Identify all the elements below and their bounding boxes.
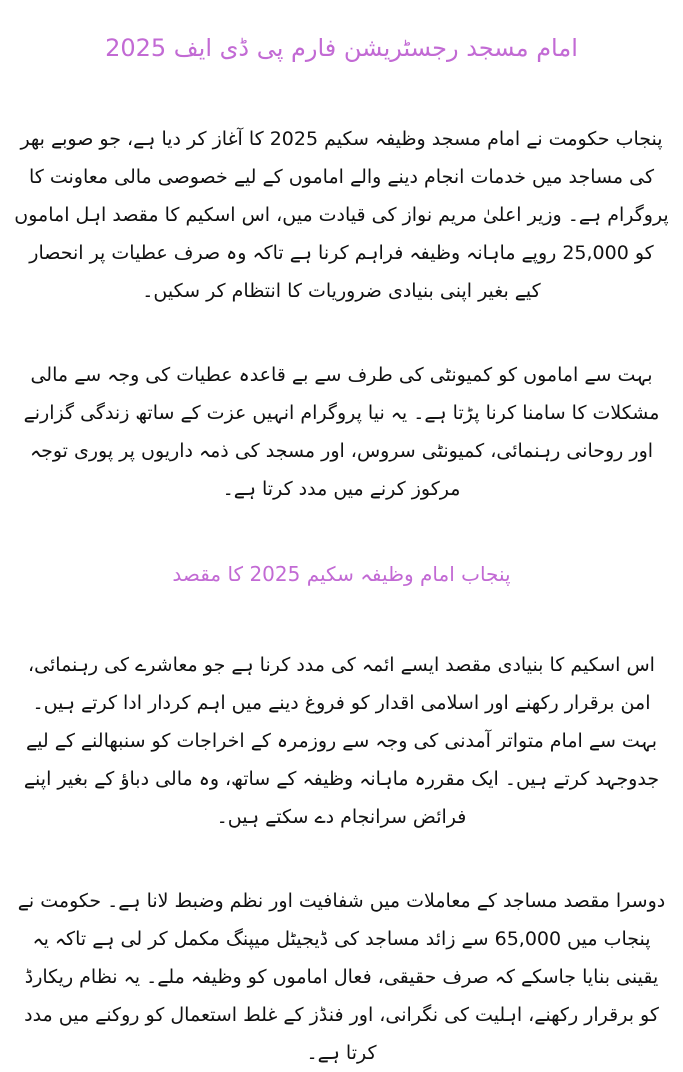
section-paragraph-1: اس اسکیم کا بنیادی مقصد ایسے ائمہ کی مدد کرنا ہے جو معاشرے کی رہنمائی، امن برقرار رکھنے اور اسلامی اقدار کو فروغ دینے میں اہم کردار ادا کرتے ہیں۔ بہت سے امام متواتر آمدنی کی وجہ سے روزمرہ کے اخراجات کو سنبھالنے کے لیے جدوجہد کرتے ہیں۔ ایک مقررہ ماہانہ وظیفہ کے ساتھ، وہ مالی دباؤ کے بغیر اپنے فرائض سرانجام دے سکتے ہیں۔	[23, 654, 660, 828]
intro-paragraph-1: پنجاب حکومت نے امام مسجد وظیفہ سکیم 2025 کا آغاز کر دیا ہے، جو صوبے بھر کی مساجد میں خدمات انجام دینے والے اماموں کے لیے خصوصی مالی معاونت کا پروگرام ہے۔ وزیر اعلیٰ مریم نواز کی قیادت میں، اس اسکیم کا مقصد اہل اماموں کو 25,000 روپے ماہانہ وظیفہ فراہم کرنا ہے تاکہ وہ صرف عطیات پر انحصار کیے بغیر اپنی بنیادی ضروریات کا انتظام کر سکیں۔	[14, 128, 669, 302]
section-heading: پنجاب امام وظیفہ سکیم 2025 کا مقصد	[172, 562, 511, 586]
intro-paragraph-2: بہت سے اماموں کو کمیونٹی کی طرف سے بے قاعدہ عطیات کی وجہ سے مالی مشکلات کا سامنا کرنا پڑتا ہے۔ یہ نیا پروگرام انہیں عزت کے ساتھ زندگی گزارنے اور روحانی رہنمائی، کمیونٹی سروس، اور مسجد کی ذمہ داریوں پر پوری توجہ مرکوز کرنے میں مدد کرتا ہے۔	[23, 364, 660, 500]
page-title: امام مسجد رجسٹریشن فارم پی ڈی ایف 2025	[105, 34, 578, 62]
section-paragraph-2: دوسرا مقصد مساجد کے معاملات میں شفافیت اور نظم وضبط لانا ہے۔ حکومت نے پنجاب میں 65,000 سے زائد مساجد کی ڈیجیٹل میپنگ مکمل کر لی ہے تاکہ یہ یقینی بنایا جاسکے کہ صرف حقیقی، فعال اماموں کو وظیفہ ملے۔ یہ نظام ریکارڈ کو برقرار رکھنے، اہلیت کی نگرانی، اور فنڈز کے غلط استعمال کو روکنے میں مدد کرتا ہے۔	[17, 890, 666, 1064]
article	[14, 26, 669, 1072]
